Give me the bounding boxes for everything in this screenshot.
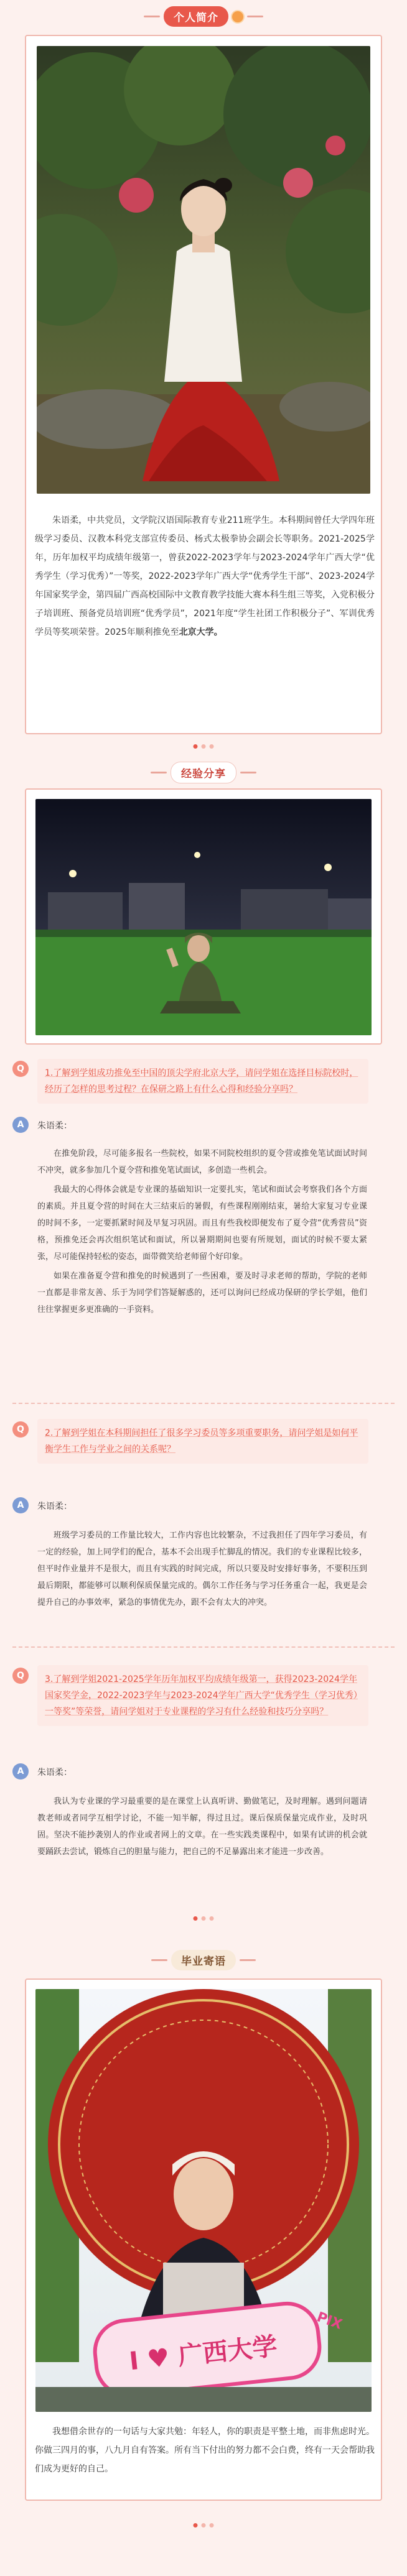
- intro-title: 个人简介: [164, 6, 228, 27]
- answer-paragraph: 如果在准备夏令营和推免的时候遇到了一些困难，要及时寻求老师的帮助，学院的老师一直都是非常友善、乐于为同学们答疑解惑的，还可以询问已经成功保研的学长学姐，他们往往掌握更多更准确的一手资料。: [37, 1272, 367, 1314]
- dot: [202, 2523, 206, 2528]
- dot: [210, 2523, 214, 2528]
- answer-paragraph: 我最大的心得体会就是专业课的基础知识一定要扎实，笔试和面试会考察我们各个方面的素质。并且夏令营的时间在大三结束后的暑假，有些课程刚刚结束，暑给大家复习专业课的时间不多，一定要抓紧时间及早复习巩固。而且有些我校即便发布了夏令营“优秀营员”资格，预推免还会再次组织笔试和面试，所以暑期期间也要有所规划，面试的时候不要太紧张，尽可能保持轻松的姿态，面带微笑给老师留个好印象。: [37, 1185, 367, 1262]
- graduation-section-header: [151, 1950, 256, 1970]
- experience-photo-card: [25, 788, 382, 1045]
- answer-3: [37, 1793, 367, 1863]
- graduation-photo: [35, 1989, 372, 2412]
- answerer-name: 朱语柔：: [37, 1768, 72, 1778]
- dashed-divider: [12, 1403, 395, 1404]
- answer-1: [37, 1145, 367, 1321]
- portrait-photo: [37, 46, 370, 494]
- experience-section-header: [151, 762, 256, 783]
- question-3: 3.了解到学姐2021-2025学年历年加权平均成绩年级第一，获得2023-2024学年国家奖学金，2022-2023学年与2023-2024学年广西大学“优秀学生（学习优秀）一等奖”等荣誉，请问学姐对于专业课程的学习有什么经验和技巧分享吗？: [37, 1665, 368, 1726]
- graduation-text: 我想借余世存的一句话与大家共勉：年轻人，你的职责是平整土地，而非焦虑时光。你做三四月的事，八九月自有答案。所有当下付出的努力都不会白费，终有一天会帮助我们成为更好的自己。: [35, 2427, 375, 2474]
- divider-bar: [151, 772, 167, 773]
- intro-text-bold: 北京大学。: [179, 627, 223, 637]
- dot: [210, 744, 214, 749]
- intro-text: 朱语柔，中共党员，文学院汉语国际教育专业211班学生。本科期间曾任大学四年班级学习委员、汉教本科党支部宣传委员、杨式太极拳协会副会长等职务。2021-2025学年，历年加权平均成绩年级第一，曾获2022-2023学年与2023-2024学年广西大学“优秀学生（学习优秀）”一等奖，2022-2023学年广西大学“优秀学生干部”、2023-2024学年国家奖学金，第四届广西高校国际中文教育教学技能大赛本科生组三等奖，入党积极分子培训班、预备党员培训班“优秀学员”，2021年度“学生社团工作积极分子”、军训优秀学员等奖项荣誉。2025年顺利推免至: [35, 515, 375, 637]
- divider-bar: [151, 1959, 167, 1961]
- answer-badge: A: [12, 1497, 29, 1513]
- intro-section-header: [144, 6, 263, 27]
- divider-bar: [240, 772, 256, 773]
- graduation-illustration: [35, 1989, 372, 2412]
- question-badge: Q: [12, 1421, 29, 1438]
- answer-paragraph: 在推免阶段，尽可能多报名一些院校，如果不同院校组织的夏令营或推免笔试面试时间不冲突，就多参加几个夏令营和推免笔试面试，多创造一些机会。: [37, 1149, 367, 1175]
- experience-title: 经验分享: [171, 762, 236, 783]
- dashed-divider: [12, 1646, 395, 1648]
- graduation-paragraph: [35, 2422, 375, 2478]
- answerer-name: 朱语柔：: [37, 1502, 72, 1512]
- pagination-dots: [194, 2523, 214, 2528]
- answer-badge: A: [12, 1763, 29, 1780]
- campus-photo: [35, 799, 372, 1035]
- answer-paragraph: 班级学习委员的工作量比较大，工作内容也比较繁杂，不过我担任了四年学习委员，有一定的经验，加上同学们的配合，基本不会出现手忙脚乱的情况。我们的专业课程比较多，但平时作业量并不是很大，而且有实践的时间完成，所以只要及时安排好事务，不要积压到最后期限，都能够可以顺利保质保量完成的。偶尔工作任务与学习任务重合一起，我更是会提升自己的办事效率，紧急的事情优先办，跟不会有太大的冲突。: [37, 1531, 367, 1607]
- question-badge: Q: [12, 1668, 29, 1684]
- sun-icon: [232, 11, 243, 22]
- graduation-title: 毕业寄语: [171, 1950, 236, 1970]
- dot: [194, 1916, 198, 1921]
- question-1: 1.了解到学姐成功推免至中国的顶尖学府北京大学，请问学姐在选择目标院校时，经历了怎样的思考过程？在保研之路上有什么心得和经验分享吗？: [37, 1059, 368, 1104]
- intro-paragraph: [35, 511, 375, 642]
- divider-bar: [144, 16, 160, 17]
- divider-bar: [247, 16, 263, 17]
- question-2: 2.了解到学姐在本科期间担任了很多学习委员等多项重要职务，请问学姐是如何平衡学生工作与学业之间的关系呢？: [37, 1419, 368, 1464]
- graduation-card: [25, 1978, 382, 2501]
- dot: [202, 1916, 206, 1921]
- campus-illustration: [35, 799, 372, 1035]
- banner-side-text: PIX: [314, 2309, 344, 2333]
- dot: [194, 744, 198, 749]
- answer-paragraph: 我认为专业课的学习最重要的是在课堂上认真听讲、勤做笔记，及时理解。遇到问题请教老师或者同学互相学讨论，不能一知半解，得过且过。课后保质保量完成作业，及时巩固。坚决不能抄袭别人的作业或者网上的文章。在一些实践类课程中，如果有试讲的机会就要踊跃去尝试，锻炼自己的胆量与能力，把自己的不足暴露出来才能进一步改善。: [37, 1797, 367, 1857]
- dot: [202, 744, 206, 749]
- banner-text: I ♥ 广西大学: [128, 2332, 279, 2376]
- answer-2: [37, 1527, 367, 1613]
- dot: [210, 1916, 214, 1921]
- dot: [194, 2523, 198, 2528]
- answerer-name: 朱语柔：: [37, 1121, 72, 1131]
- intro-card: [25, 35, 382, 734]
- portrait-illustration: [37, 46, 370, 494]
- pagination-dots: [194, 744, 214, 749]
- answer-badge: A: [12, 1117, 29, 1133]
- question-badge: Q: [12, 1061, 29, 1077]
- divider-bar: [240, 1959, 256, 1961]
- pagination-dots: [194, 1916, 214, 1921]
